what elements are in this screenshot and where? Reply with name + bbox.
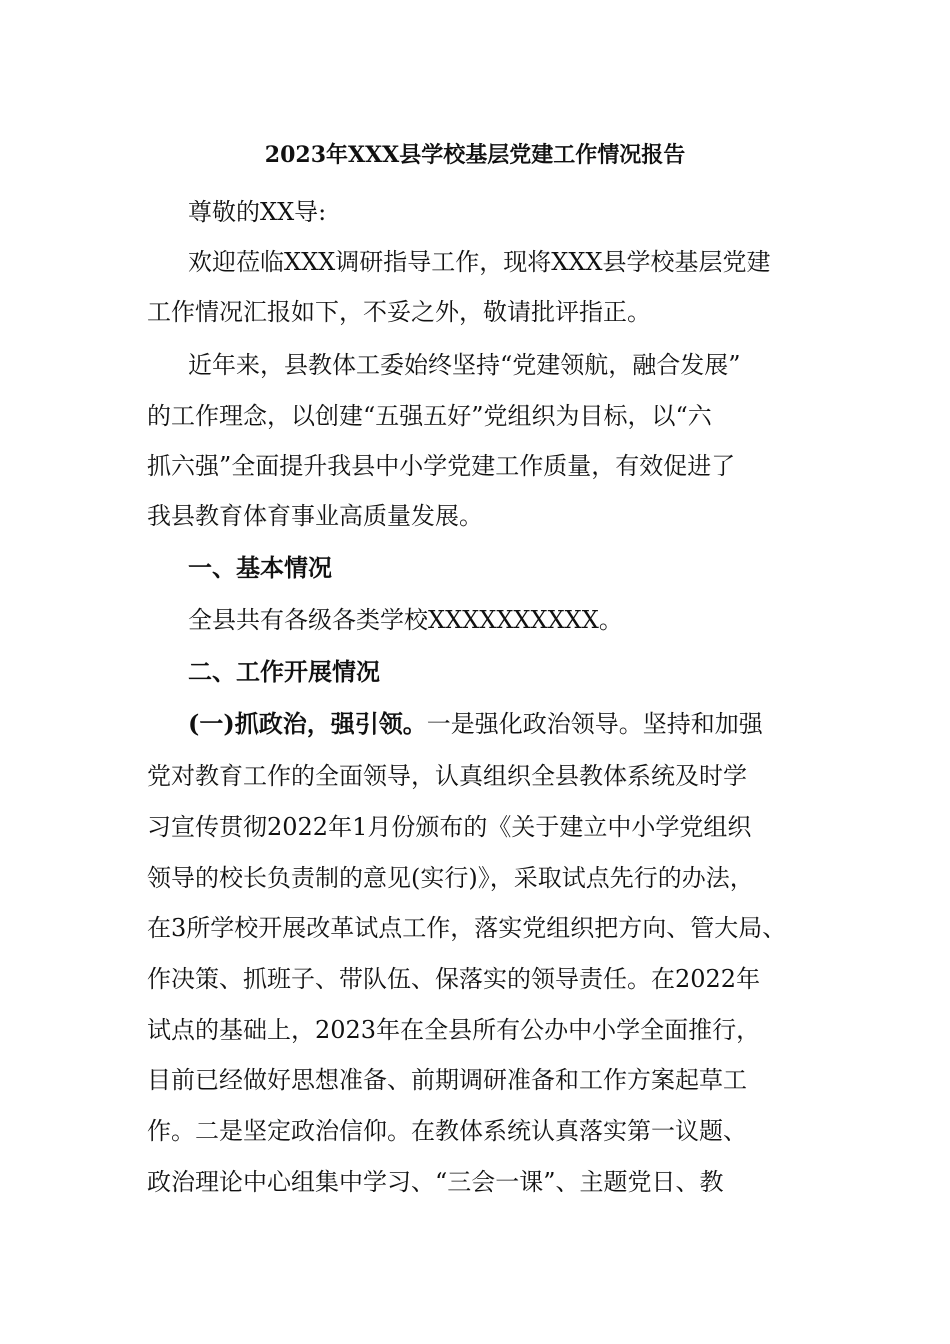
paragraph-line: 政治理论中心组集中学习、“三会一课”、主题党日、教 <box>147 1168 724 1196</box>
document-title: 2023年XXX县学校基层党建工作情况报告 <box>264 142 686 168</box>
paragraph-line: 领导的校长负责制的意见(实行)》，采取试点先行的办法， <box>147 864 754 892</box>
paragraph-line: 我县教育体育事业高质量发展。 <box>147 502 483 530</box>
paragraph-line: 作决策、抓班子、带队伍、保落实的领导责任。在2022年 <box>147 965 761 993</box>
paragraph-line: 党对教育工作的全面领导，认真组织全县教体系统及时学 <box>147 762 747 790</box>
paragraph-text: 一是强化政治领导。坚持和加强 <box>426 710 763 738</box>
paragraph-line: 近年来，县教体工委始终坚持“党建领航，融合发展” <box>188 351 741 379</box>
paragraph-line: 工作情况汇报如下，不妥之外，敬请批评指正。 <box>147 298 651 326</box>
paragraph-line: 作。二是坚定政治信仰。在教体系统认真落实第一议题、 <box>147 1117 747 1145</box>
paragraph-line: 抓六强”全面提升我县中小学党建工作质量，有效促进了 <box>147 452 736 480</box>
section-heading-work: 二、工作开展情况 <box>188 657 380 686</box>
subsection-heading: (一)抓政治，强引领。 <box>188 709 427 738</box>
paragraph-line: 在3所学校开展改革试点工作，落实党组织把方向、管大局、 <box>147 914 787 942</box>
paragraph-line: 全县共有各级各类学校XXXXXXXXXX。 <box>188 606 623 634</box>
paragraph-line: 欢迎莅临XXX调研指导工作，现将XXX县学校基层党建 <box>188 248 771 276</box>
paragraph-line: 试点的基础上，2023年在全县所有公办中小学全面推行， <box>147 1016 761 1044</box>
paragraph-line: 习宣传贯彻2022年1月份颁布的《关于建立中小学党组织 <box>147 813 752 841</box>
paragraph-line: 目前已经做好思想准备、前期调研准备和工作方案起草工 <box>147 1066 747 1094</box>
paragraph-line: 的工作理念，以创建“五强五好”党组织为目标，以“六 <box>147 402 712 430</box>
section-heading-basic: 一、基本情况 <box>188 553 332 582</box>
salutation: 尊敬的XX导: <box>188 198 327 226</box>
paragraph-line <box>188 708 763 740</box>
